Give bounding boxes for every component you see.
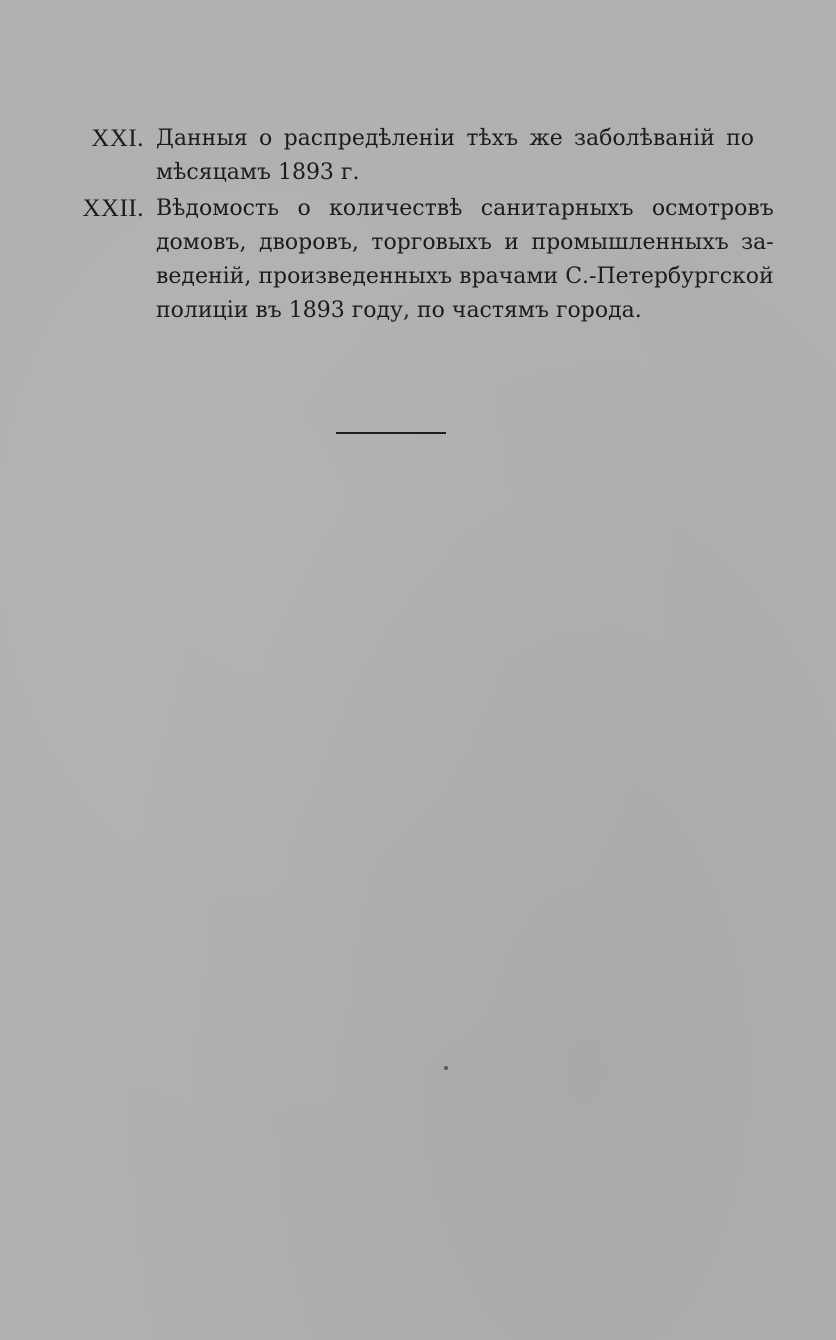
paper-speck — [444, 1066, 448, 1070]
toc-entry-number: XXII. — [82, 195, 144, 222]
toc-entry-xxii — [52, 192, 774, 328]
toc-entry-line: веденій, произведенныхъ врачами С.-Петербургской — [156, 264, 774, 289]
toc-entry-text — [144, 122, 754, 190]
toc-entry-line: Вѣдомость о количествѣ санитарныхъ осмотровъ — [156, 196, 774, 221]
section-divider-rule — [336, 432, 446, 434]
toc-entry-line: домовъ, дворовъ, торговыхъ и промышленныхъ за- — [156, 230, 774, 255]
table-of-contents — [52, 122, 774, 328]
toc-entry-line: мѣсяцамъ 1893 г. — [156, 160, 360, 185]
toc-entry-text — [144, 192, 774, 328]
toc-entry-number: XXI. — [91, 125, 144, 152]
toc-entry-line: Данныя о распредѣленіи тѣхъ же заболѣваній по — [156, 126, 754, 151]
toc-entry-xxi — [52, 122, 754, 190]
toc-entry-line: полиціи въ 1893 году, по частямъ города. — [156, 298, 642, 323]
